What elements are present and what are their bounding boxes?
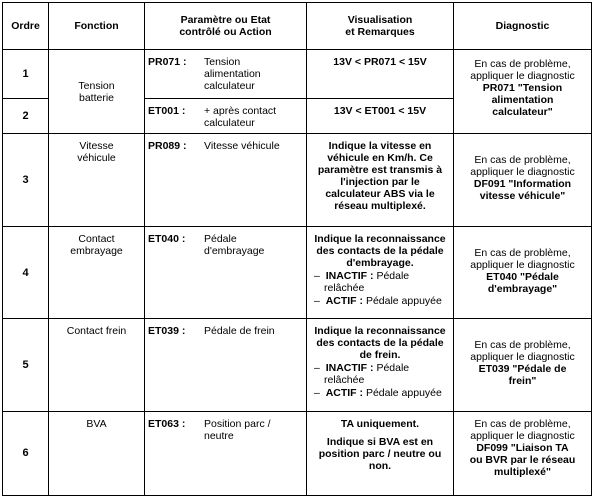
header-parametre: Paramètre ou Etat contrôlé ou Action xyxy=(145,3,307,50)
header-ordre: Ordre xyxy=(3,3,49,50)
row-fonction: Vitesse véhicule xyxy=(49,134,145,227)
row-ordre: 4 xyxy=(3,227,49,318)
row-parametre xyxy=(145,99,307,134)
header-fonction: Fonction xyxy=(49,3,145,50)
table-row xyxy=(3,318,592,411)
diagnostic-table xyxy=(2,2,592,496)
row-parametre xyxy=(145,134,307,227)
row-ordre: 1 xyxy=(3,50,49,99)
param-code: PR089 : xyxy=(148,140,187,153)
header-visualisation: Visualisation et Remarques xyxy=(307,3,454,50)
param-label: Vitesse véhicule xyxy=(204,140,280,153)
row-diagnostic: En cas de problème, appliquer le diagnostic PR071 "Tension alimentation calculateur" xyxy=(454,50,592,134)
row-diagnostic: En cas de problème, appliquer le diagnostic ET039 "Pédale de frein" xyxy=(454,318,592,411)
param-code: ET001 : xyxy=(148,105,186,118)
table-row xyxy=(3,50,592,99)
row-fonction: BVA xyxy=(49,411,145,495)
row-visualisation: Indique la vitesse en véhicule en Km/h. Ce paramètre est transmis à l'injection par le calculateur ABS via le réseau multiplexé. xyxy=(307,134,454,227)
param-code: ET063 : xyxy=(148,417,186,430)
row-diagnostic: En cas de problème, appliquer le diagnostic DF091 "Information vitesse véhicule" xyxy=(454,134,592,227)
row-ordre: 3 xyxy=(3,134,49,227)
row-visualisation: TA uniquement. Indique si BVA est en position parc / neutre ou non. xyxy=(307,411,454,495)
row-visualisation: 13V < ET001 < 15V xyxy=(307,99,454,134)
param-code: ET039 : xyxy=(148,324,186,337)
row-parametre xyxy=(145,318,307,411)
header-row xyxy=(3,3,592,50)
row-ordre: 5 xyxy=(3,318,49,411)
param-code: ET040 : xyxy=(148,233,186,246)
row-visualisation: 13V < PR071 < 15V xyxy=(307,50,454,99)
row-visualisation: Indique la reconnaissance des contacts de la pédale d'embrayage. – INACTIF : Pédale relâchée – ACTIF : Pédale appuyée xyxy=(307,227,454,318)
row-visualisation: Indique la reconnaissance des contacts de la pédale de frein. – INACTIF : Pédale relâchée – ACTIF : Pédale appuyée xyxy=(307,318,454,411)
row-parametre xyxy=(145,50,307,99)
param-label: + après contact calculateur xyxy=(204,105,277,130)
param-code: PR071 : xyxy=(148,56,187,69)
row-ordre: 6 xyxy=(3,411,49,495)
row-fonction: Tension batterie xyxy=(49,50,145,134)
actif-item: – ACTIF : Pédale appuyée xyxy=(314,386,442,399)
table-row xyxy=(3,411,592,495)
row-fonction: Contact embrayage xyxy=(49,227,145,318)
row-diagnostic: En cas de problème, appliquer le diagnostic DF099 "Liaison TA ou BVR par le réseau multiplexé" xyxy=(454,411,592,495)
header-diagnostic: Diagnostic xyxy=(454,3,592,50)
row-ordre: 2 xyxy=(3,99,49,134)
param-label: Pédale de frein xyxy=(204,324,275,337)
table-row xyxy=(3,134,592,227)
param-label: Pédale d'embrayage xyxy=(204,233,265,258)
row-fonction: Contact frein xyxy=(49,318,145,411)
table-row xyxy=(3,227,592,318)
row-diagnostic: En cas de problème, appliquer le diagnostic ET040 "Pédale d'embrayage" xyxy=(454,227,592,318)
param-label: Position parc / neutre xyxy=(204,417,271,442)
param-label: Tension alimentation calculateur xyxy=(204,56,261,93)
row-parametre xyxy=(145,227,307,318)
inactif-item: – INACTIF : Pédale relâchée xyxy=(314,361,410,386)
row-parametre xyxy=(145,411,307,495)
inactif-item: – INACTIF : Pédale relâchée xyxy=(314,270,410,295)
actif-item: – ACTIF : Pédale appuyée xyxy=(314,295,442,308)
